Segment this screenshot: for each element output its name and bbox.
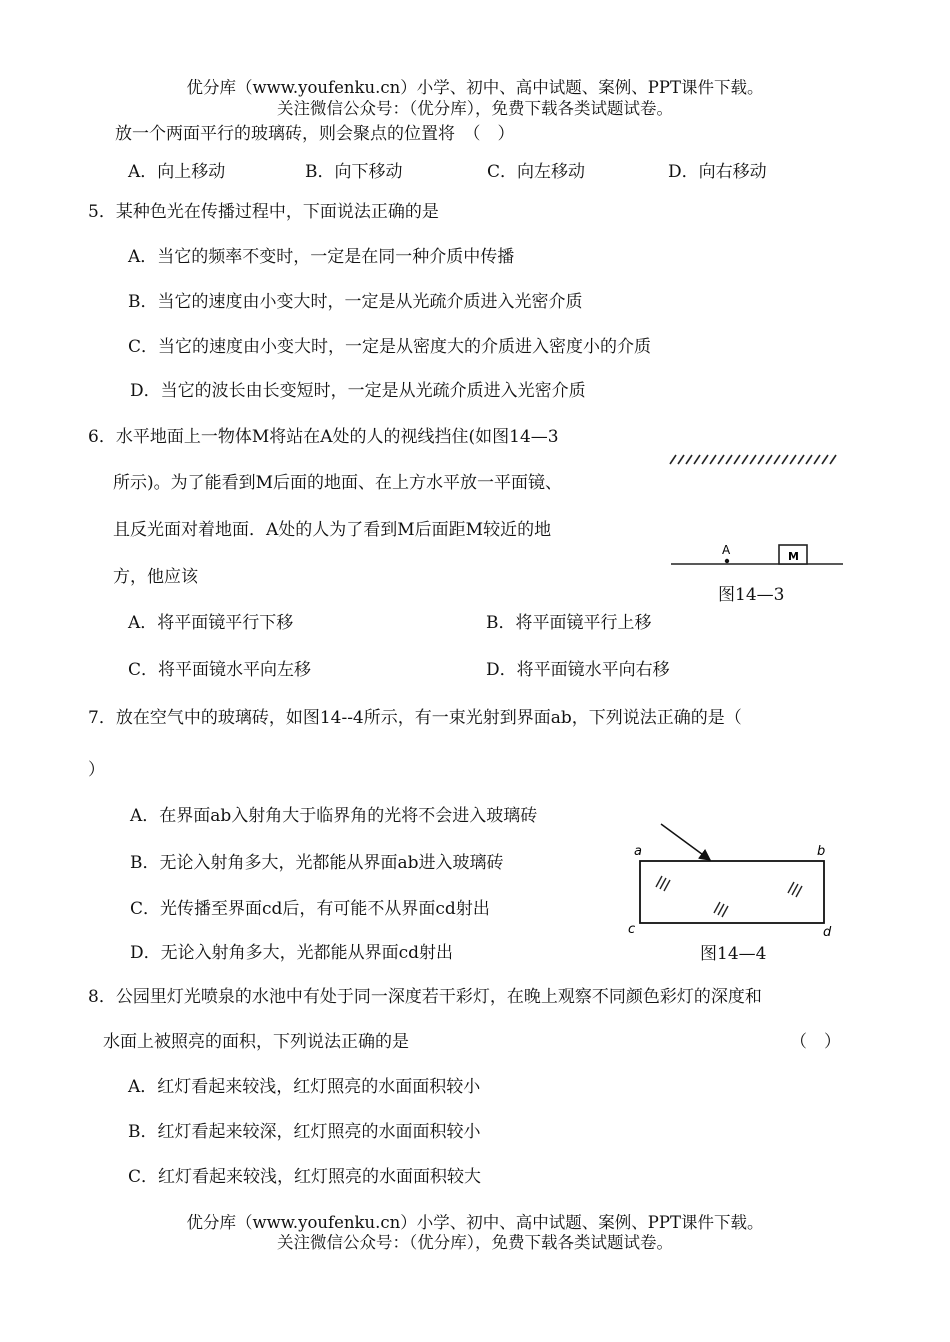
q4-option-a: A．向上移动 — [128, 162, 226, 182]
q5-option-b: B．当它的速度由小变大时，一定是从光疏介质进入光密介质 — [128, 292, 583, 312]
glass-brick — [640, 861, 824, 923]
q4-option-c: C．向左移动 — [487, 162, 586, 182]
footer-line-1: 优分库（www.youfenku.cn）小学、初中、高中试题、案例、PPT课件下载。 — [186, 1213, 764, 1232]
q5-stem: 5．某种色光在传播过程中，下面说法正确的是 — [88, 202, 439, 222]
figure-14-3 — [668, 448, 848, 573]
q8-option-c: C．红灯看起来较浅，红灯照亮的水面面积较大 — [128, 1167, 482, 1187]
q4-option-d: D．向右移动 — [668, 162, 767, 182]
q5-option-c: C．当它的速度由小变大时，一定是从密度大的介质进入密度小的介质 — [128, 337, 652, 357]
label-b-corner: b — [817, 844, 826, 859]
header-line-1: 优分库（www.youfenku.cn）小学、初中、高中试题、案例、PPT课件下载。 — [186, 78, 764, 97]
q6-stem-line-2: 所示)。为了能看到M后面的地面、在上方水平放一平面镜、 — [113, 473, 563, 493]
q4-option-b: B．向下移动 — [305, 162, 403, 182]
figure-14-4-caption: 图14—4 — [700, 944, 767, 964]
q6-option-d: D．将平面镜水平向右移 — [486, 660, 670, 680]
q7-option-a: A．在界面ab入射角大于临界角的光将不会进入玻璃砖 — [130, 806, 538, 826]
q6-option-c: C．将平面镜水平向左移 — [128, 660, 312, 680]
label-a: A — [722, 543, 731, 557]
incident-ray — [661, 824, 710, 860]
footer-line-2: 关注微信公众号：（优分库），免费下载各类试题试卷。 — [277, 1233, 673, 1252]
figure-14-4 — [620, 815, 845, 940]
q8-option-b: B．红灯看起来较深，红灯照亮的水面面积较小 — [128, 1122, 481, 1142]
figure-14-3-caption: 图14—3 — [718, 585, 785, 605]
q6-stem-line-4: 方，他应该 — [113, 567, 198, 587]
q7-option-c: C．光传播至界面cd后，有可能不从界面cd射出 — [130, 899, 490, 919]
q6-option-b: B．将平面镜平行上移 — [486, 613, 652, 633]
q7-option-d: D．无论入射角多大，光都能从界面cd射出 — [130, 943, 454, 963]
q7-stem-end: ） — [88, 760, 105, 780]
mirror-hatching — [670, 455, 836, 464]
q8-stem-line-2: 水面上被照亮的面积，下列说法正确的是 — [103, 1032, 409, 1052]
label-c-corner: c — [628, 922, 636, 937]
q6-option-a: A．将平面镜平行下移 — [128, 613, 294, 633]
label-a-corner: a — [634, 844, 642, 859]
q4-continuation: 放一个两面平行的玻璃砖，则会聚点的位置将 （ ） — [115, 124, 515, 144]
label-d-corner: d — [823, 925, 832, 940]
q5-option-d: D．当它的波长由长变短时，一定是从光疏介质进入光密介质 — [130, 381, 586, 401]
q5-option-a: A．当它的频率不变时，一定是在同一种介质中传播 — [128, 247, 515, 267]
q8-option-a: A．红灯看起来较浅，红灯照亮的水面面积较小 — [128, 1077, 481, 1097]
label-m: M — [788, 550, 799, 563]
header-line-2: 关注微信公众号：（优分库），免费下载各类试题试卷。 — [277, 99, 673, 118]
q8-stem: 8．公园里灯光喷泉的水池中有处于同一深度若干彩灯，在晚上观察不同颜色彩灯的深度和 — [88, 987, 762, 1007]
q6-stem-line-1: 6．水平地面上一物体M将站在A处的人的视线挡住(如图14—3 — [88, 427, 559, 447]
point-a-marker — [725, 559, 729, 563]
q8-answer-paren: （ ） — [790, 1032, 841, 1052]
q7-option-b: B．无论入射角多大，光都能从界面ab进入玻璃砖 — [130, 853, 504, 873]
q7-stem: 7．放在空气中的玻璃砖，如图14--4所示，有一束光射到界面ab，下列说法正确的是（ — [88, 708, 742, 728]
q6-stem-line-3: 且反光面对着地面．A处的人为了看到M后面距M较近的地 — [113, 520, 552, 540]
